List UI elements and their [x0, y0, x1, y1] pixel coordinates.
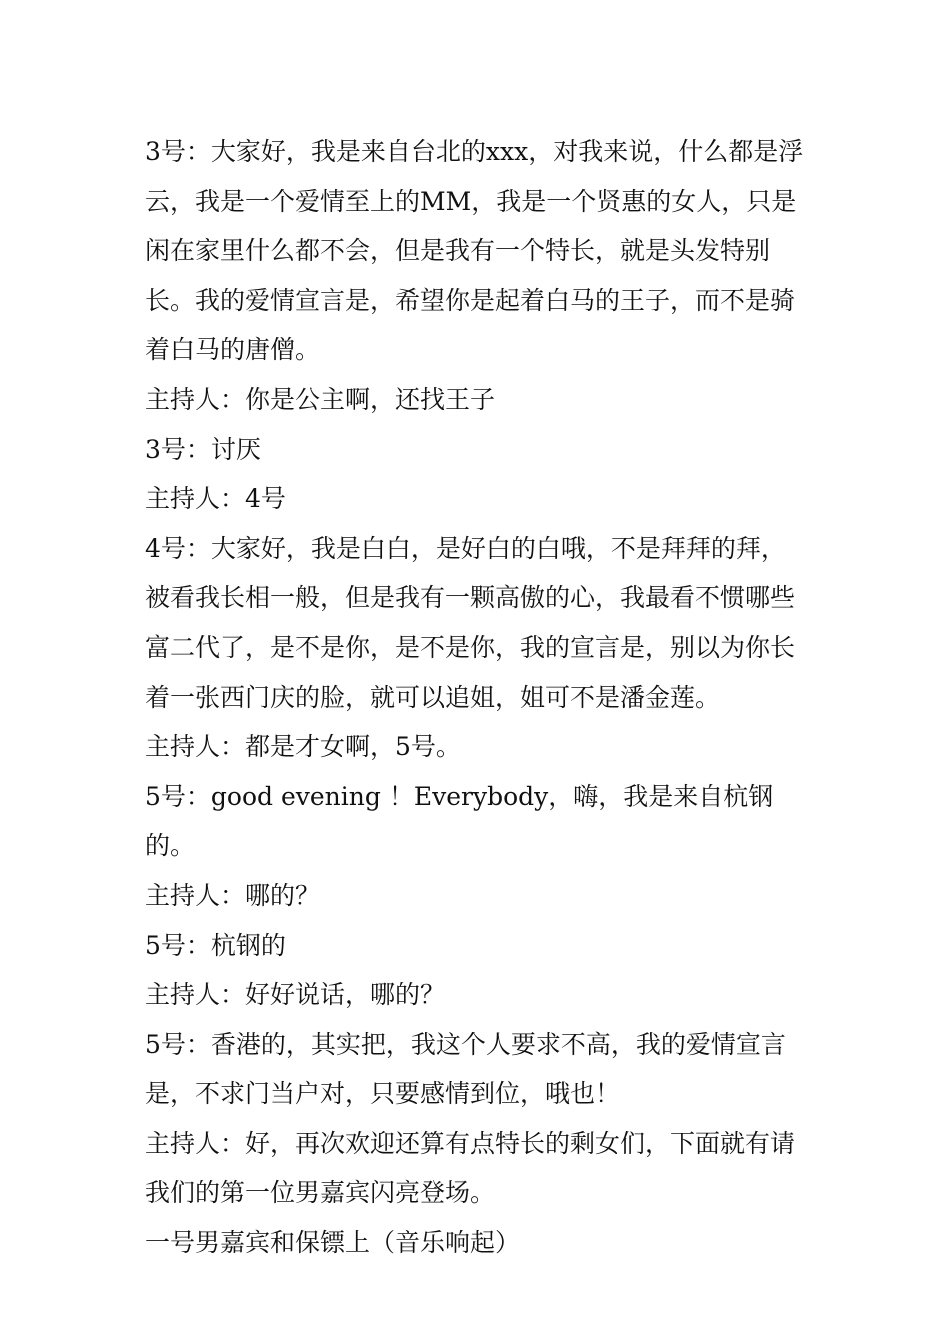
paragraph-host-where: 主持人：哪的？	[145, 880, 321, 910]
paragraph-contestant-5-hanggang: 5号：杭钢的	[145, 930, 286, 960]
paragraph-host-call-5: 主持人：都是才女啊，5号。	[145, 732, 461, 762]
paragraph-contestant-4-intro: 4号：大家好，我是白白，是好白的白哦，不是拜拜的拜，被看我长相一般，但是我有一颗高傲的心，我最看不惯哪些富二代了，是不是你，是不是你，我的宣言是，别以为你长着一张西门庆的脸，就可以追姐，姐可不是潘金莲。	[145, 533, 796, 712]
paragraph-contestant-3-reply: 3号：讨厌	[145, 434, 261, 464]
paragraph-host-welcome-guest: 主持人：好，再次欢迎还算有点特长的剩女们，下面就有请我们的第一位男嘉宾闪亮登场。	[145, 1128, 796, 1208]
paragraph-host-speak-properly: 主持人：好好说话，哪的？	[145, 980, 446, 1010]
paragraph-host-princess: 主持人：你是公主啊，还找王子	[145, 384, 496, 414]
paragraph-stage-direction: 一号男嘉宾和保镖上（音乐响起）	[145, 1228, 521, 1258]
paragraph-contestant-3-intro: 3号：大家好，我是来自台北的xxx，对我来说，什么都是浮云，我是一个爱情至上的MM，我是一个贤惠的女人，只是闲在家里什么都不会，但是我有一个特长，就是头发特别长。我的爱情宣言是，希望你是起着白马的王子，而不是骑着白马的唐僧。	[145, 137, 804, 365]
paragraph-host-call-4: 主持人：4号	[145, 484, 286, 514]
document-body	[145, 127, 807, 1268]
paragraph-contestant-5-declaration: 5号：香港的，其实把，我这个人要求不高，我的爱情宣言是，不求门当户对，只要感情到位，哦也！	[145, 1029, 786, 1109]
paragraph-contestant-5-greeting: 5号：good evening ！Everybody，嗨，我是来自杭钢的。	[145, 781, 774, 861]
